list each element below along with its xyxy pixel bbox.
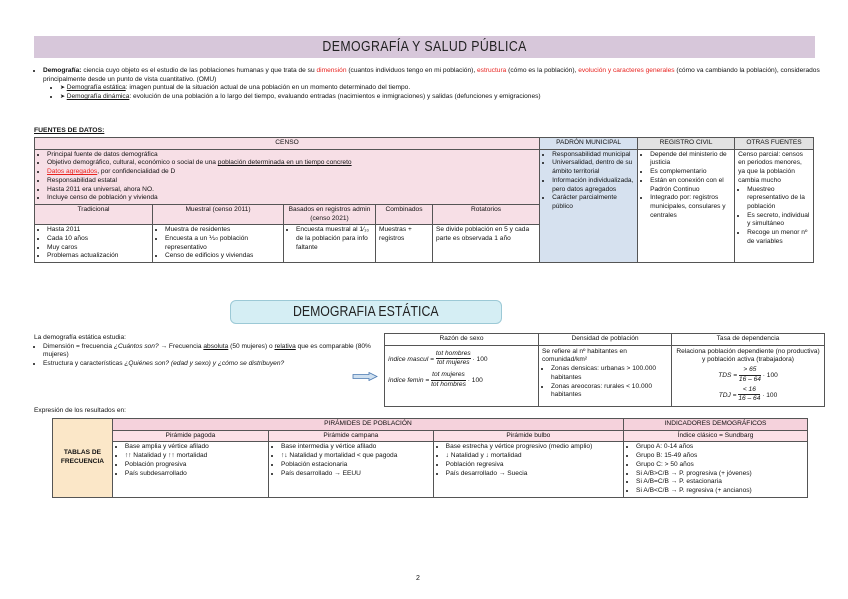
list-item: • Base amplia y vértice afilado <box>125 443 265 452</box>
dim-mid: (50 mujeres) o <box>228 342 275 350</box>
list-item: • Incluye censo de población y vivienda <box>47 194 536 203</box>
numerator: > 65 <box>739 366 761 376</box>
right-arrow-icon <box>352 372 378 381</box>
fraction <box>738 386 760 404</box>
otras-header: OTRAS FUENTES <box>735 138 814 150</box>
dim-relativa: relativa <box>274 342 296 350</box>
piramides-header: PIRÁMIDES DE POBLACIÓN <box>112 419 623 431</box>
list-item: • Recoge un menor nº de variables <box>747 229 810 246</box>
sundbarg-cell <box>624 442 808 497</box>
indicadores-header: INDICADORES DEMOGRÁFICOS <box>624 419 808 431</box>
fraction <box>739 366 761 384</box>
rotatorios-cell: Se divide población en 5 y cada parte es observada 1 año <box>433 225 540 263</box>
registro-cell <box>638 149 735 262</box>
intro-text: (cómo va cambiando la población), considerados principalmente desde un punto de vista cuantitativo. (OMU) <box>43 67 820 83</box>
list-text: , por confidencialidad de D <box>97 168 176 176</box>
padron-cell <box>540 149 638 262</box>
dim-question: ¿Cuántos son? <box>113 342 159 350</box>
sub-dinamica <box>60 93 824 102</box>
formula-label: índice mascul = <box>388 355 434 363</box>
list-item: • ↑↓ Natalidad y mortalidad < que pagoda <box>281 452 430 461</box>
otras-cell <box>735 149 814 262</box>
list-item: • Encuesta a un ⅒ población representativo <box>165 235 280 252</box>
tradicional-cell <box>35 225 153 263</box>
intro-text: (cómo es la población), <box>506 67 579 74</box>
list-item: • Problemas actualización <box>47 252 149 261</box>
list-item: • País desarrollado → EEUU <box>281 470 430 479</box>
list-item: • ↑↑ Natalidad y ↑↑ mortalidad <box>125 452 265 461</box>
page-number: 2 <box>416 575 420 582</box>
rotatorios-header: Rotatorios <box>433 204 540 224</box>
list-item: • Grupo B: 15-49 años <box>636 452 804 461</box>
estatica-text: : imagen puntual de la situación actual de una población en un momento determinado del tiempo. <box>125 84 411 92</box>
densidad-header: Densidad de población <box>539 334 672 346</box>
bulbo-header: Pirámide bulbo <box>433 430 623 442</box>
list-item: • ↓ Natalidad y ↓ mortalidad <box>446 452 620 461</box>
intro-lead: Demografía: <box>43 67 82 74</box>
list-item: • Hasta 2011 <box>47 226 149 235</box>
razon-cell <box>385 345 539 406</box>
estatica-title: DEMOGRAFIA ESTÁTICA <box>293 303 439 321</box>
list-item: • Muy caros <box>47 244 149 253</box>
muestral-header: Muestral (censo 2011) <box>153 204 284 224</box>
list-item: • Muestreo representativo de la población <box>747 186 810 212</box>
est-lead: Estructura y características <box>43 360 125 368</box>
estatica-study <box>34 334 384 369</box>
expresion-label: Expresión de los resultados en: <box>34 407 127 414</box>
list-item: • Población progresiva <box>125 461 265 470</box>
estructura-item <box>43 360 384 369</box>
list-item: • País desarrollado → Suecia <box>446 470 620 479</box>
list-item: • Objetivo demográfico, cultural, económico o social de una población determinada en un tiempo concreto <box>47 159 536 168</box>
sub-estatica <box>60 84 824 93</box>
list-item: • Base intermedia y vértice afilado <box>281 443 430 452</box>
dim-arrow: → Frecuencia <box>158 342 204 350</box>
list-item: • Zonas densicas: urbanas > 100.000 habitantes <box>551 365 668 382</box>
formula-label: TDS = <box>718 372 738 380</box>
fuentes-label: FUENTES DE DATOS: <box>34 127 105 134</box>
intro-section <box>34 67 824 102</box>
list-item: • Censo de edificios y viviendas <box>165 252 280 261</box>
list-item: • Si A/B<C/B → P. regresiva (+ ancianos) <box>636 487 804 496</box>
times-100: · 100 <box>762 372 778 380</box>
page-title-banner <box>34 36 815 58</box>
indice-feminidad <box>388 371 535 389</box>
list-item: • Si A/B=C/B → P. estacionaria <box>636 478 804 487</box>
campana-header: Pirámide campana <box>269 430 434 442</box>
sundbarg-header: Índice clásico = Sundbarg <box>624 430 808 442</box>
formula-label: TDJ = <box>718 391 737 399</box>
muestral-cell <box>153 225 284 263</box>
dim-end: que es comparable (80% mujeres) <box>43 342 371 359</box>
est-question: ¿Quiénes son? (edad y sexo) y ¿cómo se distribuyen? <box>124 360 285 368</box>
pagoda-cell <box>112 442 268 497</box>
campana-cell <box>269 442 434 497</box>
dependencia-cell <box>672 345 825 406</box>
estructura-term: estructura <box>477 67 507 74</box>
tablas-frecuencia-label: TABLAS DE FRECUENCIA <box>53 419 113 498</box>
intro-text: ciencia cuyo objeto es el estudio de las poblaciones humanas y que trata de su <box>81 67 317 74</box>
list-item: • Integrado por: registros municipales, consulares y centrales <box>650 194 731 220</box>
dinamica-label: Demografía dinámica <box>66 93 130 101</box>
fraction <box>436 350 471 368</box>
tradicional-header: Tradicional <box>35 204 153 224</box>
list-item: • Muestra de residentes <box>165 226 280 235</box>
censo-header: CENSO <box>35 138 540 150</box>
estatica-label: Demografía estática <box>66 84 126 92</box>
times-100: · 100 <box>472 355 488 363</box>
denominator: tot hombres <box>431 380 466 388</box>
numerator: < 16 <box>738 386 760 396</box>
densidad-lead: Se refiere al nº habitantes en comunidad/km² <box>542 347 627 364</box>
list-item: • Encuesta muestral al 1⁄₁₀ de la población para info faltante <box>296 226 372 252</box>
dependencia-header: Tasa de dependencia <box>672 334 825 346</box>
estatica-banner <box>230 300 502 324</box>
basados-cell <box>284 225 376 263</box>
combinados-header: Combinados <box>376 204 433 224</box>
razon-header: Razón de sexo <box>385 334 539 346</box>
estudia-label: La demografía estática estudia: <box>34 334 127 341</box>
list-item: • Responsabilidad municipal <box>552 151 634 160</box>
dim-absoluta: absoluta <box>203 342 229 350</box>
denominator: 16 – 64 <box>738 395 761 403</box>
list-item <box>47 168 536 177</box>
datos-agregados: Datos agregados <box>47 168 98 176</box>
dim-lead: Dimensión = frecuencia <box>43 342 114 350</box>
estatica-table <box>384 333 825 407</box>
list-item: • Es secreto, individual y simultáneo <box>747 212 810 229</box>
list-item: • País subdesarrollado <box>125 470 265 479</box>
denominator: tot mujeres <box>436 359 470 367</box>
numerator: tot hombres <box>436 350 471 360</box>
list-item: • Si A/B>C/B → P. progresiva (+ jóvenes) <box>636 470 804 479</box>
times-100: · 100 <box>467 377 483 385</box>
intro-definition <box>43 67 824 84</box>
pagoda-header: Pirámide pagoda <box>112 430 268 442</box>
denominator: 16 – 64 <box>738 375 761 383</box>
list-item: • Universalidad, dentro de su ámbito territorial <box>552 159 634 176</box>
list-item: • Información individualizada, pero datos agregados <box>552 177 634 194</box>
list-item: • Responsabilidad estatal <box>47 177 536 186</box>
times-100: · 100 <box>762 391 778 399</box>
fuentes-table <box>34 137 814 263</box>
list-item: • Depende del ministerio de justicia <box>650 151 731 168</box>
tds-formula <box>675 366 821 384</box>
indice-masculinidad <box>388 350 535 368</box>
fraction <box>431 371 466 389</box>
list-item: • Cada 10 años <box>47 235 149 244</box>
page-title: DEMOGRAFÍA Y SALUD PÚBLICA <box>322 38 527 56</box>
formula-label: índice femin = <box>388 377 430 385</box>
list-item: • Principal fuente de datos demográfica <box>47 151 536 160</box>
resultados-table <box>52 418 808 498</box>
dependencia-lead: Relaciona población dependiente (no productiva) y población activa (trabajadora) <box>676 347 820 364</box>
registro-header: REGISTRO CIVIL <box>638 138 735 150</box>
intro-text: (cuantos individuos tengo en mi población), <box>346 67 478 74</box>
padron-header: PADRÓN MUNICIPAL <box>540 138 638 150</box>
basados-header: Basados en registros admin (censo 2021) <box>284 204 376 224</box>
combinados-cell: Muestras + registros <box>376 225 433 263</box>
list-item: • Grupo C: > 50 años <box>636 461 804 470</box>
list-item: • Carácter parcialmente público <box>552 194 634 211</box>
densidad-cell <box>539 345 672 406</box>
list-item: • Hasta 2011 era universal, ahora NO. <box>47 186 536 195</box>
list-item: • Grupo A: 0-14 años <box>636 443 804 452</box>
otras-lead: Censo parcial: censos en periodos menores, ya que la población cambia mucho <box>738 150 803 184</box>
list-item: • Zonas areocoras: rurales < 10.000 habitantes <box>551 383 668 400</box>
list-item: • Base estrecha y vértice progresivo (medio amplio) <box>446 443 620 452</box>
numerator: tot mujeres <box>431 371 466 381</box>
tdj-formula <box>675 386 821 404</box>
censo-general <box>35 149 540 204</box>
list-item: • Población regresiva <box>446 461 620 470</box>
dimension-item <box>43 343 384 360</box>
list-item: • Población estacionaria <box>281 461 430 470</box>
list-item: • Es complementario <box>650 168 731 177</box>
dinamica-text: : evolución de una población a lo largo del tiempo, evaluando entradas (nacimientos e inmigraciones) y salidas (defunciones y emigraciones) <box>129 93 541 101</box>
list-item: • Están en conexión con el Padrón Continuo <box>650 177 731 194</box>
evolucion-term: evolución y caracteres generales <box>578 67 675 74</box>
dimension-term: dimensión <box>316 67 347 74</box>
bulbo-cell <box>433 442 623 497</box>
